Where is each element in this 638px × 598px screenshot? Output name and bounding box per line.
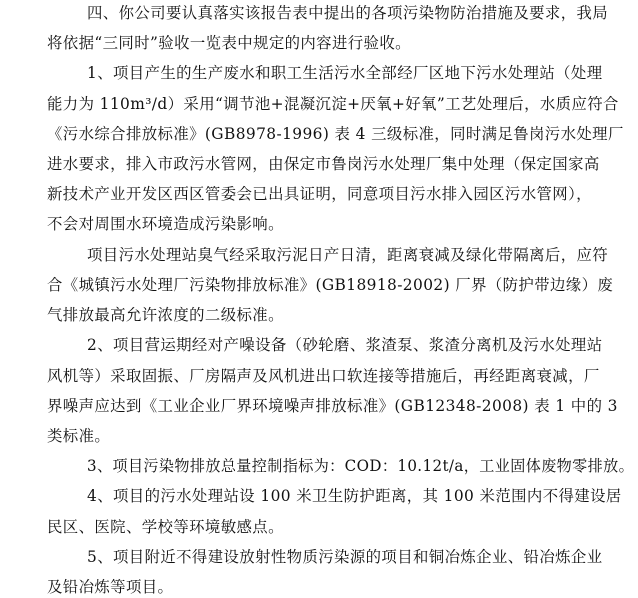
text-line: 3、项目污染物排放总量控制指标为：COD：10.12t/a，工业固体废物零排放。 <box>87 457 635 476</box>
text-line: 新技术产业开发区西区管委会已出具证明，同意项目污水排入园区污水管网）， <box>47 185 592 204</box>
text-line: 2、项目营运期经对产噪设备（砂轮磨、浆渣泵、浆渣分离机及污水处理站 <box>87 336 603 355</box>
text-line: 5、项目附近不得建设放射性物质污染源的项目和铜冶炼企业、铅冶炼企业 <box>87 547 603 566</box>
text-line: 项目污水处理站臭气经采取污泥日产日清，距离衰减及绿化带隔离后，应符 <box>87 245 609 264</box>
text-line: 及铅冶炼等项目。 <box>47 578 174 596</box>
text-line: 不会对周围水环境造成污染影响。 <box>47 215 284 234</box>
text-line: 类标准。 <box>47 426 111 445</box>
text-line: 将依据“三同时”验收一览表中规定的内容进行验收。 <box>47 34 411 53</box>
text-line: 民区、医院、学校等环境敏感点。 <box>47 517 284 536</box>
text-line: 合《城镇污水处理厂污染物排放标准》(GB18918-2002) 厂界（防护带边缘）废 <box>47 275 614 294</box>
text-line: 进水要求，排入市政污水管网，由保定市鲁岗污水处理厂集中处理（保定国家高 <box>47 155 600 174</box>
text-line: 能力为 110m³/d）采用“调节池+混凝沉淀+厌氧+好氧”工艺处理后，水质应符合 <box>47 94 619 113</box>
text-line: 四、你公司要认真落实该报告表中提出的各项污染物防治措施及要求，我局 <box>87 4 609 22</box>
text-line: 1、项目产生的生产废水和职工生活污水全部经厂区地下污水处理站（处理 <box>87 64 603 83</box>
text-line: 4、项目的污水处理站设 100 米卫生防护距离，其 100 米范围内不得建设居 <box>87 487 622 506</box>
text-line: 界噪声应达到《工业企业厂界环境噪声排放标准》(GB12348-2008) 表 1 中的 3 <box>47 396 618 415</box>
text-line: 气排放最高允许浓度的二级标准。 <box>47 306 284 325</box>
text-line: 《污水综合排放标准》(GB8978-1996) 表 4 三级标准，同时满足鲁岗污水处理厂 <box>47 124 624 143</box>
text-line: 风机等）采取固振、厂房隔声及风机进出口软连接等措施后，再经距离衰减，厂 <box>47 366 600 385</box>
